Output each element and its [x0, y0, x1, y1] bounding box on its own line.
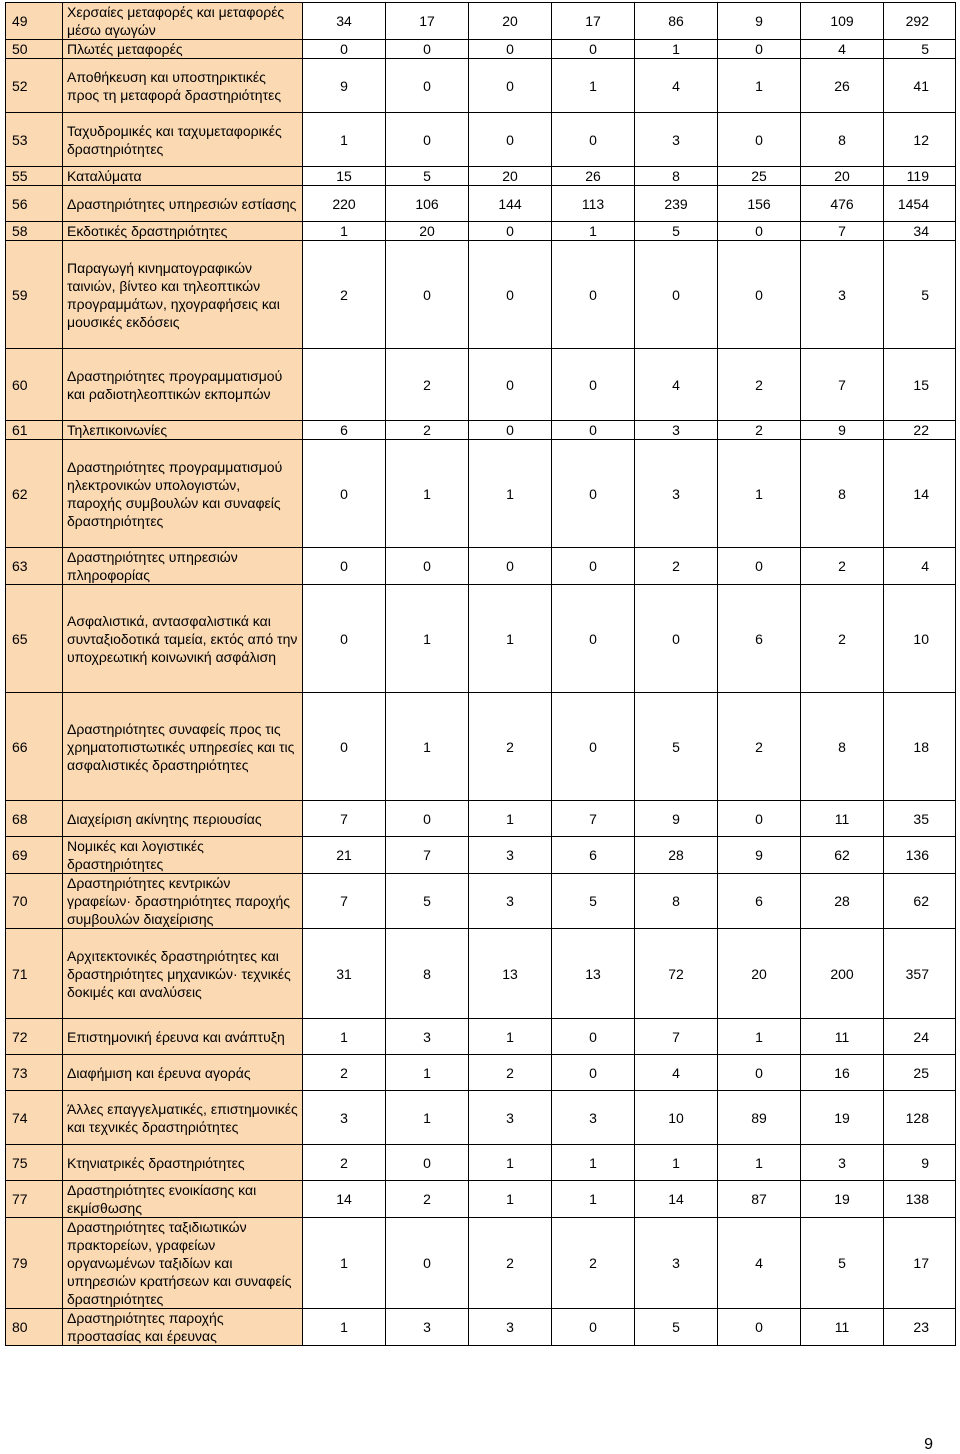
row-value: 0 [552, 113, 635, 167]
row-value: 1 [552, 1145, 635, 1181]
table-row [6, 1055, 956, 1091]
row-value: 1 [552, 1181, 635, 1218]
row-value: 3 [303, 1091, 386, 1145]
row-value: 0 [718, 40, 801, 59]
row-description: Δραστηριότητες ταξιδιωτικών πρακτορείων, γραφείων οργανωμένων ταξιδίων και υπηρεσιών κρατήσεων και συναφείς δραστηριότητες [63, 1218, 303, 1309]
row-value: 87 [718, 1181, 801, 1218]
row-value: 2 [801, 548, 884, 585]
row-value: 106 [386, 186, 469, 222]
row-value: 1 [303, 1019, 386, 1055]
row-description: Δραστηριότητες προγραμματισμού και ραδιοτηλεοπτικών εκπομπών [63, 349, 303, 421]
row-value: 1 [469, 585, 552, 693]
row-value: 1 [635, 40, 718, 59]
row-value: 26 [801, 59, 884, 113]
row-value: 0 [718, 801, 801, 837]
row-value: 20 [801, 167, 884, 186]
row-value: 13 [552, 929, 635, 1019]
row-value: 0 [469, 59, 552, 113]
row-value: 21 [303, 837, 386, 874]
row-value: 0 [552, 548, 635, 585]
row-value: 0 [552, 40, 635, 59]
table-row [6, 113, 956, 167]
row-value: 2 [552, 1218, 635, 1309]
row-total: 10 [884, 585, 956, 693]
row-value: 8 [386, 929, 469, 1019]
row-value: 0 [718, 113, 801, 167]
row-value: 31 [303, 929, 386, 1019]
row-total: 5 [884, 241, 956, 349]
row-value: 0 [552, 585, 635, 693]
row-value: 26 [552, 167, 635, 186]
table-row [6, 1218, 956, 1309]
row-value: 5 [386, 167, 469, 186]
table-row [6, 1181, 956, 1218]
row-value: 0 [386, 113, 469, 167]
row-total: 128 [884, 1091, 956, 1145]
row-value: 1 [469, 440, 552, 548]
row-description: Ταχυδρομικές και ταχυμεταφορικές δραστηριότητες [63, 113, 303, 167]
statistics-table [5, 2, 956, 1346]
row-description: Δραστηριότητες υπηρεσιών εστίασης [63, 186, 303, 222]
row-code: 77 [6, 1181, 63, 1218]
row-code: 55 [6, 167, 63, 186]
row-code: 50 [6, 40, 63, 59]
row-total: 23 [884, 1309, 956, 1346]
row-value: 1 [386, 1055, 469, 1091]
row-description: Αποθήκευση και υποστηρικτικές προς τη μεταφορά δραστηριότητες [63, 59, 303, 113]
row-value: 11 [801, 1019, 884, 1055]
row-value: 4 [635, 349, 718, 421]
row-value: 1 [635, 1145, 718, 1181]
row-total: 22 [884, 421, 956, 440]
row-value: 1 [718, 59, 801, 113]
table-row [6, 421, 956, 440]
row-description: Καταλύματα [63, 167, 303, 186]
row-value: 9 [718, 837, 801, 874]
row-total: 62 [884, 874, 956, 929]
row-description: Χερσαίες μεταφορές και μεταφορές μέσω αγωγών [63, 3, 303, 40]
row-code: 60 [6, 349, 63, 421]
row-code: 52 [6, 59, 63, 113]
row-value [303, 349, 386, 421]
row-value: 0 [386, 40, 469, 59]
row-value: 5 [552, 874, 635, 929]
row-value: 19 [801, 1181, 884, 1218]
row-value: 62 [801, 837, 884, 874]
row-value: 3 [469, 837, 552, 874]
row-value: 13 [469, 929, 552, 1019]
row-value: 86 [635, 3, 718, 40]
row-value: 4 [635, 1055, 718, 1091]
row-value: 0 [552, 440, 635, 548]
table-row [6, 349, 956, 421]
row-value: 11 [801, 1309, 884, 1346]
row-value: 2 [386, 1181, 469, 1218]
row-value: 1 [718, 440, 801, 548]
row-value: 17 [386, 3, 469, 40]
row-value: 19 [801, 1091, 884, 1145]
row-value: 8 [801, 113, 884, 167]
row-value: 5 [801, 1218, 884, 1309]
row-value: 72 [635, 929, 718, 1019]
row-value: 1 [469, 1145, 552, 1181]
row-value: 89 [718, 1091, 801, 1145]
row-value: 3 [801, 1145, 884, 1181]
row-total: 35 [884, 801, 956, 837]
row-value: 0 [303, 40, 386, 59]
row-value: 10 [635, 1091, 718, 1145]
row-code: 53 [6, 113, 63, 167]
row-value: 0 [469, 241, 552, 349]
row-value: 0 [552, 693, 635, 801]
row-value: 16 [801, 1055, 884, 1091]
row-value: 0 [552, 421, 635, 440]
row-value: 0 [552, 1019, 635, 1055]
table-row [6, 548, 956, 585]
row-description: Δραστηριότητες κεντρικών γραφείων· δραστηριότητες παροχής συμβουλών διαχείρισης [63, 874, 303, 929]
table-row [6, 929, 956, 1019]
table-row [6, 837, 956, 874]
row-value: 6 [718, 585, 801, 693]
row-value: 1 [552, 59, 635, 113]
row-value: 113 [552, 186, 635, 222]
table-row [6, 1145, 956, 1181]
table-row [6, 40, 956, 59]
row-value: 0 [303, 693, 386, 801]
row-value: 8 [635, 167, 718, 186]
row-description: Αρχιτεκτονικές δραστηριότητες και δραστηριότητες μηχανικών· τεχνικές δοκιμές και αναλύσεις [63, 929, 303, 1019]
row-value: 0 [386, 548, 469, 585]
row-value: 0 [386, 801, 469, 837]
row-value: 2 [303, 1145, 386, 1181]
row-code: 79 [6, 1218, 63, 1309]
row-code: 73 [6, 1055, 63, 1091]
row-total: 34 [884, 222, 956, 241]
row-total: 138 [884, 1181, 956, 1218]
row-value: 5 [635, 1309, 718, 1346]
table-row [6, 167, 956, 186]
row-value: 8 [635, 874, 718, 929]
row-value: 144 [469, 186, 552, 222]
row-value: 3 [635, 1218, 718, 1309]
row-value: 3 [635, 440, 718, 548]
row-value: 0 [635, 585, 718, 693]
row-value: 0 [718, 241, 801, 349]
row-description: Τηλεπικοινωνίες [63, 421, 303, 440]
row-value: 109 [801, 3, 884, 40]
row-code: 62 [6, 440, 63, 548]
row-value: 0 [386, 1145, 469, 1181]
row-code: 69 [6, 837, 63, 874]
row-code: 70 [6, 874, 63, 929]
row-value: 1 [303, 222, 386, 241]
row-value: 0 [469, 222, 552, 241]
table-row [6, 874, 956, 929]
row-description: Επιστημονική έρευνα και ανάπτυξη [63, 1019, 303, 1055]
row-value: 3 [552, 1091, 635, 1145]
row-code: 65 [6, 585, 63, 693]
row-description: Δραστηριότητες υπηρεσιών πληροφορίας [63, 548, 303, 585]
row-description: Κτηνιατρικές δραστηριότητες [63, 1145, 303, 1181]
row-value: 3 [469, 1091, 552, 1145]
row-value: 0 [386, 241, 469, 349]
row-value: 2 [303, 1055, 386, 1091]
row-value: 14 [635, 1181, 718, 1218]
row-code: 68 [6, 801, 63, 837]
row-value: 7 [386, 837, 469, 874]
row-value: 1 [386, 585, 469, 693]
row-value: 1 [469, 1019, 552, 1055]
row-value: 28 [801, 874, 884, 929]
row-value: 200 [801, 929, 884, 1019]
row-value: 28 [635, 837, 718, 874]
row-description: Δραστηριότητες συναφείς προς τις χρηματοπιστωτικές υπηρεσίες και τις ασφαλιστικές δραστηριότητες [63, 693, 303, 801]
row-value: 5 [386, 874, 469, 929]
row-code: 80 [6, 1309, 63, 1346]
row-value: 2 [635, 548, 718, 585]
row-value: 9 [718, 3, 801, 40]
row-total: 1454 [884, 186, 956, 222]
row-value: 2 [718, 349, 801, 421]
row-value: 1 [386, 693, 469, 801]
row-total: 12 [884, 113, 956, 167]
row-value: 0 [303, 440, 386, 548]
row-code: 56 [6, 186, 63, 222]
row-value: 0 [303, 548, 386, 585]
row-value: 3 [801, 241, 884, 349]
row-value: 17 [552, 3, 635, 40]
row-total: 15 [884, 349, 956, 421]
row-value: 3 [386, 1019, 469, 1055]
table-row [6, 241, 956, 349]
page-number: 9 [924, 1436, 933, 1453]
row-code: 72 [6, 1019, 63, 1055]
row-value: 2 [801, 585, 884, 693]
row-value: 4 [718, 1218, 801, 1309]
row-total: 17 [884, 1218, 956, 1309]
row-value: 2 [303, 241, 386, 349]
table-row [6, 693, 956, 801]
row-value: 9 [635, 801, 718, 837]
row-total: 4 [884, 548, 956, 585]
table-row [6, 585, 956, 693]
row-code: 59 [6, 241, 63, 349]
row-value: 0 [718, 1055, 801, 1091]
row-code: 75 [6, 1145, 63, 1181]
row-value: 5 [635, 222, 718, 241]
row-value: 2 [469, 1218, 552, 1309]
row-value: 4 [635, 59, 718, 113]
row-code: 74 [6, 1091, 63, 1145]
row-value: 1 [303, 113, 386, 167]
row-value: 8 [801, 693, 884, 801]
row-value: 476 [801, 186, 884, 222]
row-description: Δραστηριότητες προγραμματισμού ηλεκτρονικών υπολογιστών, παροχής συμβουλών και συναφείς δραστηριότητες [63, 440, 303, 548]
table-row [6, 1309, 956, 1346]
row-total: 9 [884, 1145, 956, 1181]
row-value: 7 [303, 801, 386, 837]
row-value: 2 [469, 1055, 552, 1091]
row-total: 357 [884, 929, 956, 1019]
row-total: 14 [884, 440, 956, 548]
row-value: 7 [801, 222, 884, 241]
row-value: 0 [718, 1309, 801, 1346]
row-value: 9 [303, 59, 386, 113]
row-code: 61 [6, 421, 63, 440]
row-total: 41 [884, 59, 956, 113]
row-value: 0 [303, 585, 386, 693]
row-value: 1 [718, 1019, 801, 1055]
row-value: 2 [469, 693, 552, 801]
table-row [6, 186, 956, 222]
row-value: 7 [552, 801, 635, 837]
row-value: 2 [386, 349, 469, 421]
row-description: Άλλες επαγγελματικές, επιστημονικές και τεχνικές δραστηριότητες [63, 1091, 303, 1145]
table-row [6, 801, 956, 837]
row-value: 1 [386, 440, 469, 548]
row-value: 3 [469, 874, 552, 929]
row-value: 0 [469, 349, 552, 421]
row-value: 1 [386, 1091, 469, 1145]
row-total: 5 [884, 40, 956, 59]
row-description: Διαφήμιση και έρευνα αγοράς [63, 1055, 303, 1091]
row-total: 18 [884, 693, 956, 801]
row-value: 2 [718, 693, 801, 801]
row-value: 1 [552, 222, 635, 241]
row-code: 58 [6, 222, 63, 241]
row-value: 2 [718, 421, 801, 440]
row-value: 7 [801, 349, 884, 421]
row-code: 49 [6, 3, 63, 40]
row-value: 0 [718, 548, 801, 585]
table-row [6, 440, 956, 548]
row-value: 14 [303, 1181, 386, 1218]
row-value: 20 [469, 3, 552, 40]
row-value: 15 [303, 167, 386, 186]
row-description: Δραστηριότητες παροχής προστασίας και έρευνας [63, 1309, 303, 1346]
row-value: 3 [386, 1309, 469, 1346]
table-row [6, 59, 956, 113]
row-description: Νομικές και λογιστικές δραστηριότητες [63, 837, 303, 874]
row-value: 0 [552, 349, 635, 421]
row-value: 1 [718, 1145, 801, 1181]
row-value: 0 [552, 241, 635, 349]
row-value: 0 [635, 241, 718, 349]
row-value: 20 [469, 167, 552, 186]
row-value: 5 [635, 693, 718, 801]
row-description: Εκδοτικές δραστηριότητες [63, 222, 303, 241]
row-description: Διαχείριση ακίνητης περιουσίας [63, 801, 303, 837]
table-row [6, 1091, 956, 1145]
row-value: 7 [303, 874, 386, 929]
row-total: 119 [884, 167, 956, 186]
row-value: 239 [635, 186, 718, 222]
row-value: 0 [718, 222, 801, 241]
row-value: 0 [469, 40, 552, 59]
row-value: 6 [303, 421, 386, 440]
row-total: 25 [884, 1055, 956, 1091]
row-value: 0 [386, 1218, 469, 1309]
row-value: 8 [801, 440, 884, 548]
table-row [6, 3, 956, 40]
row-value: 3 [469, 1309, 552, 1346]
row-total: 24 [884, 1019, 956, 1055]
row-value: 2 [386, 421, 469, 440]
table-row [6, 222, 956, 241]
row-value: 20 [718, 929, 801, 1019]
row-description: Παραγωγή κινηματογραφικών ταινιών, βίντεο και τηλεοπτικών προγραμμάτων, ηχογραφήσεις και μουσικές εκδόσεις [63, 241, 303, 349]
table-body [6, 3, 956, 1346]
row-value: 0 [469, 548, 552, 585]
row-value: 3 [635, 421, 718, 440]
row-value: 6 [718, 874, 801, 929]
row-value: 34 [303, 3, 386, 40]
row-description: Δραστηριότητες ενοικίασης και εκμίσθωσης [63, 1181, 303, 1218]
row-value: 0 [552, 1309, 635, 1346]
row-value: 0 [469, 421, 552, 440]
row-code: 71 [6, 929, 63, 1019]
row-value: 0 [469, 113, 552, 167]
row-value: 25 [718, 167, 801, 186]
row-value: 1 [303, 1309, 386, 1346]
row-description: Ασφαλιστικά, αντασφαλιστικά και συνταξιοδοτικά ταμεία, εκτός από την υποχρεωτική κοινωνική ασφάλιση [63, 585, 303, 693]
row-code: 63 [6, 548, 63, 585]
row-value: 11 [801, 801, 884, 837]
row-value: 4 [801, 40, 884, 59]
row-value: 0 [386, 59, 469, 113]
row-total: 136 [884, 837, 956, 874]
row-value: 6 [552, 837, 635, 874]
table-row [6, 1019, 956, 1055]
row-value: 1 [469, 801, 552, 837]
row-code: 66 [6, 693, 63, 801]
row-total: 292 [884, 3, 956, 40]
row-value: 220 [303, 186, 386, 222]
row-value: 1 [303, 1218, 386, 1309]
row-value: 20 [386, 222, 469, 241]
row-value: 3 [635, 113, 718, 167]
row-value: 7 [635, 1019, 718, 1055]
row-value: 156 [718, 186, 801, 222]
row-value: 1 [469, 1181, 552, 1218]
row-value: 0 [552, 1055, 635, 1091]
row-description: Πλωτές μεταφορές [63, 40, 303, 59]
row-value: 9 [801, 421, 884, 440]
